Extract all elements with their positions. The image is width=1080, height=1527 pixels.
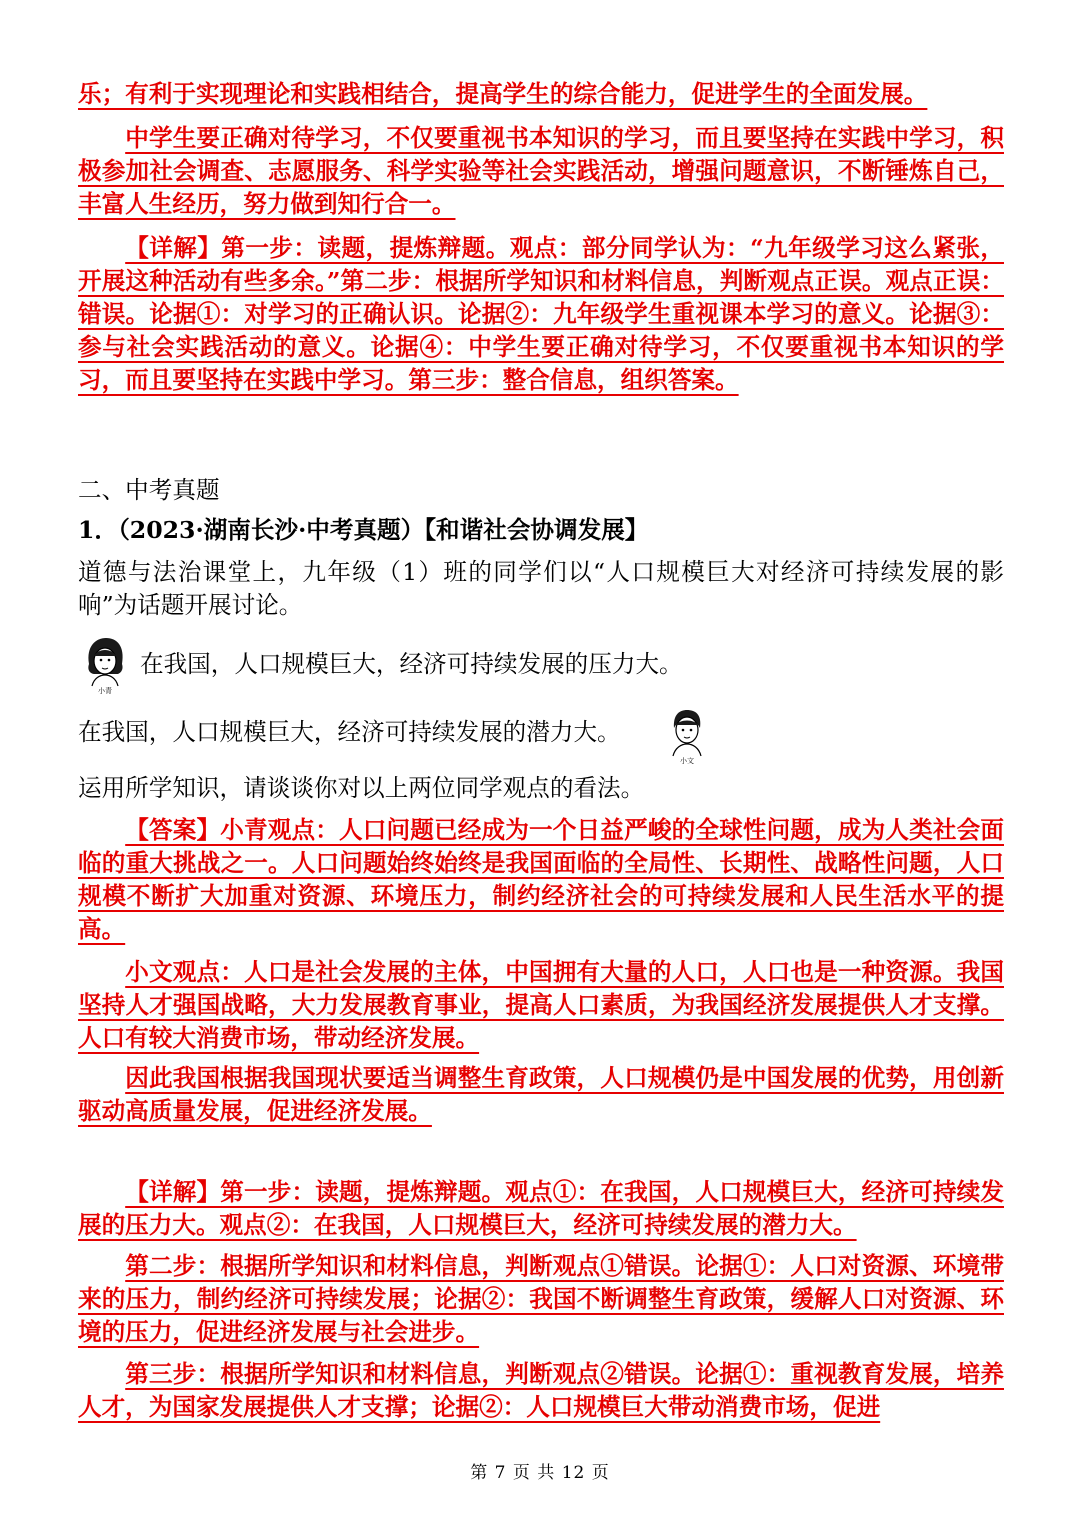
xiaowen-view: 在我国，人口规模巨大，经济可持续发展的潜力大。 [78,718,621,746]
answer-paragraph-1 [78,814,1004,946]
answer-paragraph-1-text: 【答案】小青观点：人口问题已经成为一个日益严峻的全球性问题，成为人类社会面临的重大挑战之一。人口问题始终始终是我国面临的全局性、长期性、战略性问题，人口规模不断扩大加重对资源、环境压力，制约经济社会的可持续发展和人民生活水平的提高。 [78,816,1004,943]
xiaowen-caption: 小文 [680,757,694,765]
answer-paragraph-3-text: 因此我国根据我国现状要适当调整生育政策，人口规模仍是中国发展的优势，用创新驱动高质量发展，促进经济发展。 [78,1064,1004,1125]
detail-paragraph-2-text: 第二步：根据所学知识和材料信息，判断观点①错误。论据①：人口对资源、环境带来的压力，制约经济可持续发展；论据②：我国不断调整生育政策，缓解人口对资源、环境的压力，促进经济发展与社会进步。 [78,1252,1004,1346]
detail-paragraph-3-text: 第三步：根据所学知识和材料信息，判断观点②错误。论据①：重视教育发展，培养人才，为国家发展提供人才支撑；论据②：人口规模巨大带动消费市场，促进 [78,1360,1004,1421]
prev-answer-tail-text: 乐；有利于实现理论和实践相结合，提高学生的综合能力，促进学生的全面发展。 [78,80,928,108]
girl-portrait-icon [80,634,130,696]
xiaoqing-caption: 小青 [98,687,112,695]
prev-answer-study-text: 中学生要正确对待学习，不仅要重视书本知识的学习，而且要坚持在实践中学习，积极参加社会调查、志愿服务、科学实验等社会实践活动，增强问题意识，不断锤炼自己，丰富人生经历，努力做到知行合一。 [78,124,1004,218]
section-heading: 二、中考真题 [78,476,220,504]
xiaowen-avatar [662,704,712,766]
question-stem: 道德与法治课堂上，九年级（1）班的同学们以“人口规模巨大对经济可持续发展的影响”为话题开展讨论。 [78,558,1004,619]
xiaoqing-avatar [80,634,130,696]
prev-answer-detail-paragraph [78,232,1004,397]
prev-answer-detail-text: 【详解】第一步：读题，提炼辩题。观点：部分同学认为：“九年级学习这么紧张，开展这种活动有些多余。”第二步：根据所学知识和材料信息，判断观点正误。观点正误：错误。论据①：对学习的正确认识。论据②：九年级学生重视课本学习的意义。论据③：参与社会实践活动的意义。论据④：中学生要正确对待学习，不仅要重视书本知识的学习，而且要坚持在实践中学习。第三步：整合信息，组织答案。 [78,234,1004,394]
detail-paragraph-1-text: 【详解】第一步：读题，提炼辩题。观点①：在我国，人口规模巨大，经济可持续发展的压力大。观点②：在我国，人口规模巨大，经济可持续发展的潜力大。 [78,1178,1004,1239]
detail-paragraph-1 [78,1176,1004,1242]
answer-paragraph-2 [78,956,1004,1055]
question-number: 1． [78,516,119,544]
answer-paragraph-2-text: 小文观点：人口是社会发展的主体，中国拥有大量的人口，人口也是一种资源。我国坚持人才强国战略，大力发展教育事业，提高人口素质，为我国经济发展提供人才支撑。人口有较大消费市场，带动经济发展。 [78,958,1004,1052]
prev-answer-study-paragraph [78,122,1004,221]
detail-paragraph-2 [78,1250,1004,1349]
answer-paragraph-3 [78,1062,1004,1128]
xiaoqing-view: 在我国，人口规模巨大，经济可持续发展的压力大。 [140,650,683,678]
question-source: （2023·湖南长沙·中考真题）【和谐社会协调发展】 [118,516,649,544]
detail-paragraph-3 [78,1358,1004,1424]
prev-answer-tail [78,78,1004,111]
question-title [78,514,1004,547]
question-prompt: 运用所学知识，请谈谈你对以上两位同学观点的看法。 [78,774,645,802]
page-footer: 第 7 页 共 12 页 [470,1463,610,1483]
boy-portrait-icon [662,704,712,766]
